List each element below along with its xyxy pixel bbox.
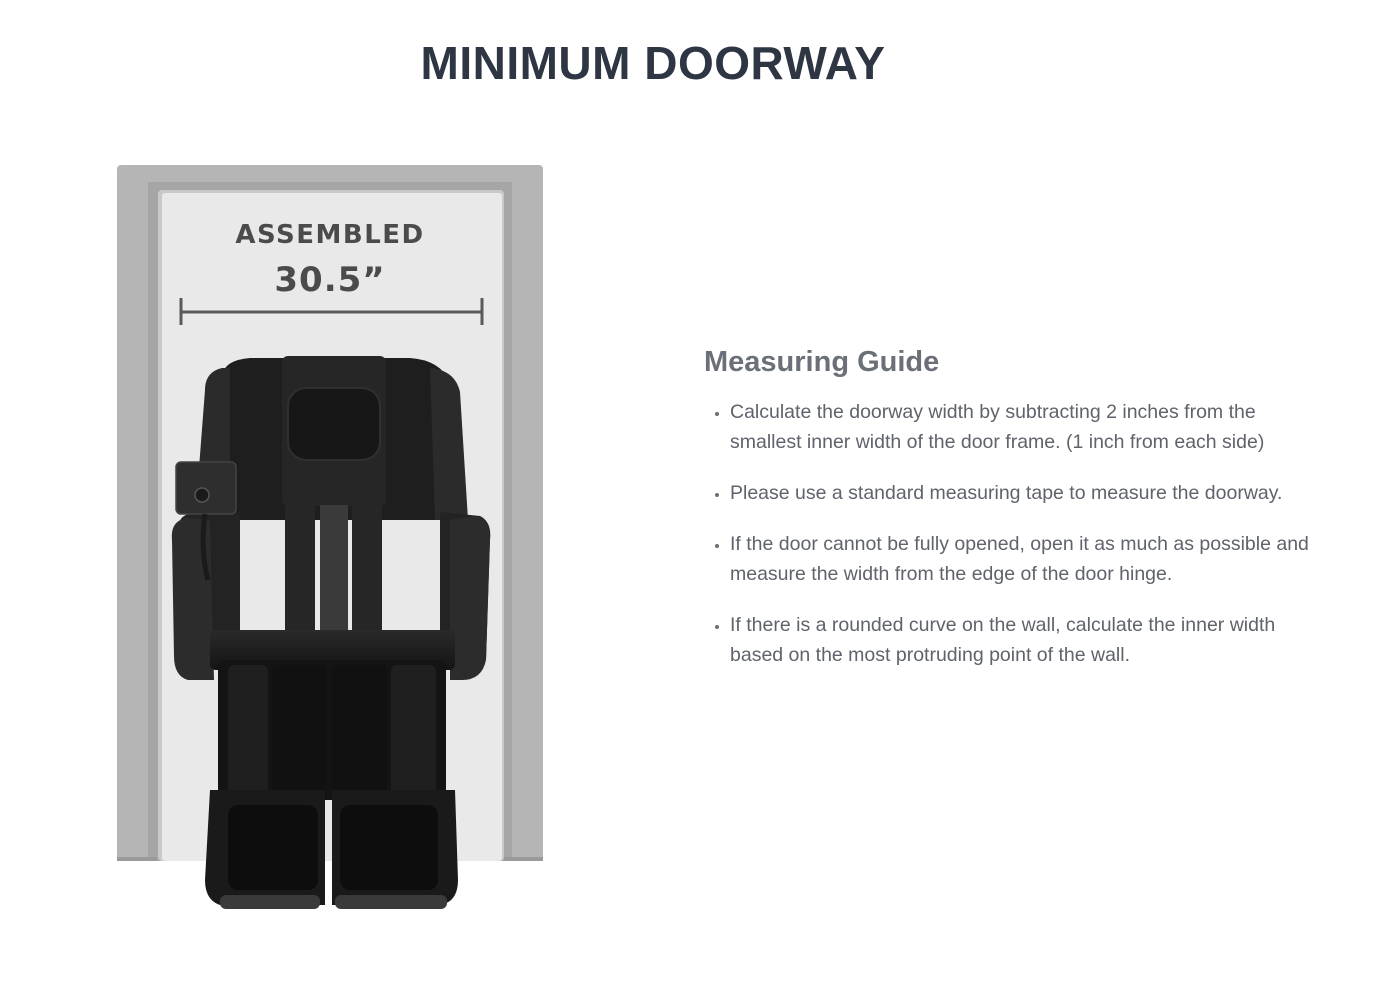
measuring-guide-list bbox=[704, 397, 1314, 670]
doorway-illustration bbox=[110, 160, 550, 920]
measuring-guide bbox=[704, 346, 1314, 691]
guide-item: • Calculate the doorway width by subtracting 2 inches from the smallest inner width of the door frame. (1 inch from each side) bbox=[730, 397, 1314, 457]
doorway-width-value: 30.5” bbox=[274, 260, 386, 300]
assembled-label: ASSEMBLED bbox=[235, 220, 425, 250]
measuring-guide-title: Measuring Guide bbox=[704, 346, 940, 378]
guide-item: • Please use a standard measuring tape to measure the doorway. bbox=[730, 478, 1314, 508]
guide-item: • If there is a rounded curve on the wall, calculate the inner width based on the most protruding point of the wall. bbox=[730, 610, 1314, 670]
guide-item: • If the door cannot be fully opened, open it as much as possible and measure the width from the edge of the door hinge. bbox=[730, 529, 1314, 589]
page-title: MINIMUM DOORWAY bbox=[420, 37, 886, 89]
